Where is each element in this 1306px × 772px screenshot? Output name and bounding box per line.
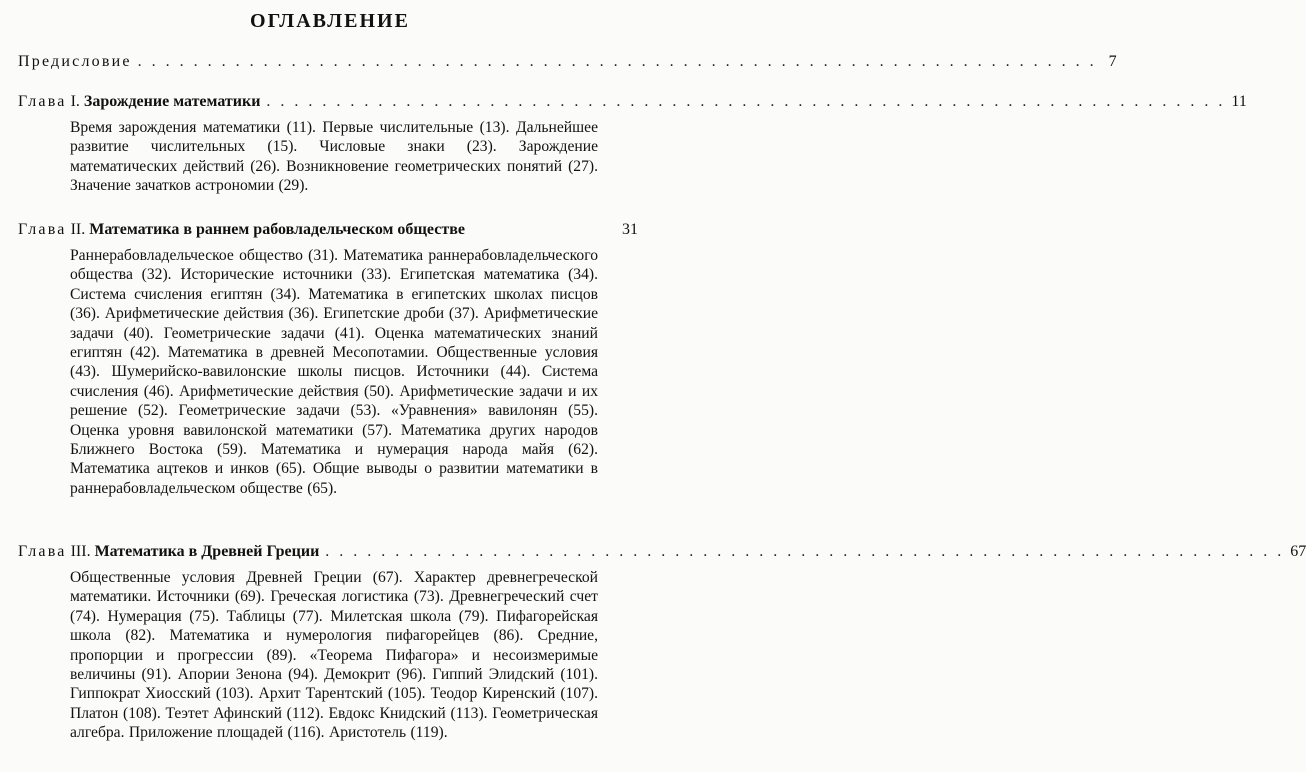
toc-entry-chapter-2: [18, 220, 638, 240]
dot-leader: . . . . . . . . . . . . . . . . . . . . . . . . . . . . . . . . . . . . . . . . . . . . . . . . . . . . . . . . . . . . . . . . . . . . .: [137, 53, 1097, 70]
dot-leader: . . . . . . . . . . . . . . . . . . . . . . . . . . . . . . . . . . . . . . . . . . . . . . . . . . . . . . . . . . . . . . . . . . . . .: [325, 543, 1285, 560]
toc-entry-label: [18, 542, 319, 562]
page-number: 67: [1290, 543, 1306, 560]
toc-entry-label: [18, 52, 132, 72]
chapter-title: Математика в раннем рабовладельческом обществе: [89, 221, 465, 238]
toc-entry-label: [18, 220, 465, 240]
page-number: 31: [622, 221, 638, 238]
toc-entry-chapter-1: [18, 92, 1247, 112]
chapter-prefix: Глава: [18, 543, 67, 560]
chapter-title: Зарождение математики: [83, 93, 261, 110]
toc-entry-preface: [18, 52, 1117, 72]
chapter-numeral: II.: [70, 221, 86, 238]
dot-leader: . . . . . . . . . . . . . . . . . . . . . . . . . . . . . . . . . . . . . . . . . . . . . . . . . . . . . . . . . . . . . . . . . . . . .: [266, 93, 1226, 110]
toc-title: ОГЛАВЛЕНИЕ: [250, 10, 410, 32]
chapter-prefix: Глава: [18, 221, 67, 238]
chapter-2-contents: Раннерабовладельческое общество (31). Математика раннерабовладельческого общества (32). Исторические источники (33). Египетская математика (34). Система счисления египтян (34). Математика в египетских школах писцов (36). Арифметические действия (36). Египетские дроби (37). Арифметические задачи (40). Геометрические задачи (41). Оценка математических знаний египтян (42). Математика в древней Месопотамии. Общественные условия (43). Шумерийско-вавилонские школы писцов. Источники (44). Система счисления (46). Арифметические действия (50). Арифметические задачи и их решение (52). Геометрические задачи (53). «Уравнения» вавилонян (55). Оценка уровня вавилонской математики (57). Математика других народов Ближнего Востока (59). Математика и нумерация народа майя (62). Математика ацтеков и инков (65). Общие выводы о развитии математики в раннерабовладельческом обществе (65).: [70, 247, 598, 497]
chapter-numeral: I.: [70, 93, 80, 110]
page-number: 11: [1231, 93, 1247, 110]
chapter-numeral: III.: [70, 543, 91, 560]
chapter-3-contents: Общественные условия Древней Греции (67). Характер древнегреческой математики. Источники (69). Греческая логистика (73). Древнегреческий счет (74). Нумерация (75). Таблицы (77). Милетская школа (79). Пифагорейская школа (82). Математика и нумерология пифагорейцев (86). Средние, пропорции и прогрессии (89). «Теорема Пифагора» и несоизмеримые величины (91). Апории Зенона (94). Демокрит (96). Гиппий Элидский (101). Гиппократ Хиосский (103). Архит Тарентский (105). Теодор Киренский (107). Платон (108). Теэтет Афинский (112). Евдокс Книдский (113). Геометрическая алгебра. Приложение площадей (116). Аристотель (119).: [70, 569, 598, 742]
toc-entry-chapter-3: [18, 542, 1306, 562]
page-number: 7: [1108, 53, 1117, 70]
chapter-title: Математика в Древней Греции: [94, 543, 320, 560]
chapter-prefix: Глава: [18, 93, 67, 110]
toc-entry-label: [18, 92, 260, 112]
chapter-1-contents: Время зарождения математики (11). Первые числительные (13). Дальнейшее развитие числительных (15). Числовые знаки (23). Зарождение математических действий (26). Возникновение геометрических понятий (27). Значение зачатков астрономии (29).: [70, 119, 598, 195]
preface-label: Предисловие: [18, 53, 132, 70]
